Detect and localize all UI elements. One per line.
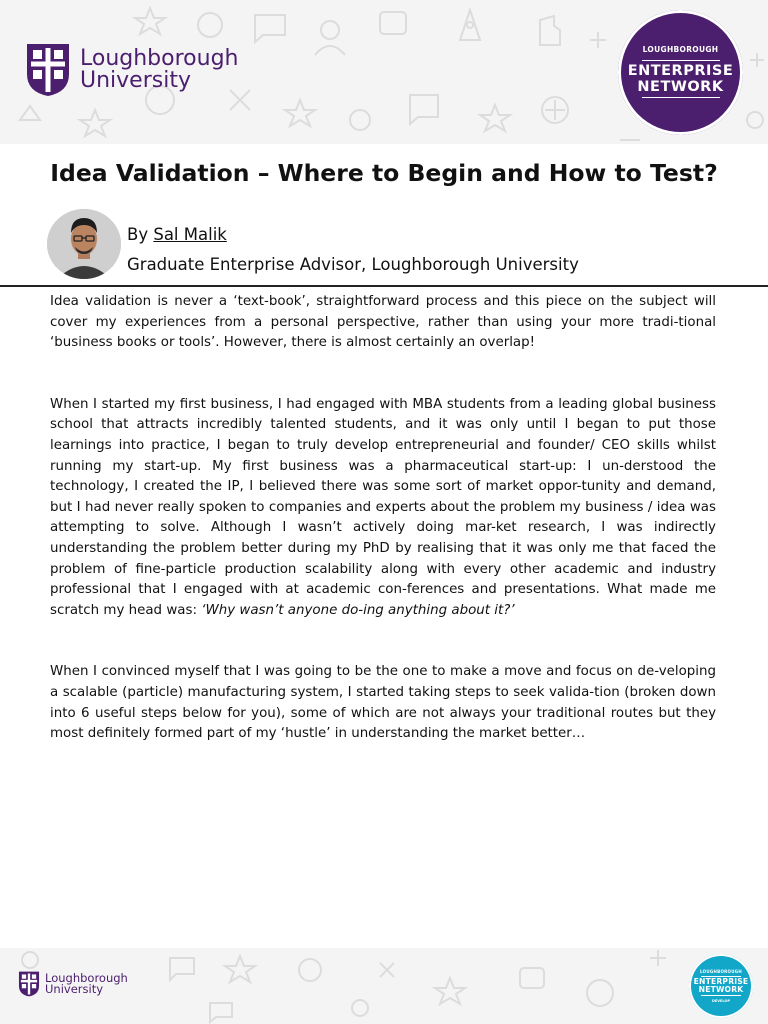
badge-line-2: NETWORK [637,79,724,95]
author-photo-icon [47,209,121,279]
logo-wordmark [80,48,238,92]
author-photo [47,209,121,279]
author-role: Graduate Enterprise Advisor, Loughborough University [127,255,579,274]
paragraph [50,395,716,622]
footer-university-logo[interactable] [18,970,128,998]
badge-small-text: LOUGHBOROUGH [642,44,719,54]
paragraph-quote: ‘Why wasn’t anyone do-ing anything about it?’ [201,602,515,618]
footer-logo-line-1: Loughborough [45,970,128,985]
logo-line-1: Loughborough [80,46,239,71]
article-body [50,292,716,786]
paragraph [50,662,716,744]
footer-enterprise-network-badge[interactable] [689,954,753,1018]
author-line [127,220,579,250]
badge-rule [642,60,720,61]
badge-rule-bottom [642,97,720,98]
university-logo[interactable] [25,42,238,98]
footer-logo-wordmark [45,970,128,996]
header-divider [0,285,768,287]
logo-line-2: University [80,68,191,93]
crest-icon [25,42,71,98]
paragraph [50,292,716,354]
paragraph-text: When I started my first business, I had engaged with MBA students from a leading global business school that attracts incredibly talented students, and it was only until I began to put those learnings into practice, I began to truly develop entrepreneurial and founder/ CEO skills whilst running my start-up. My first business was a pharmaceutical start-up: I un-derstood the technology, I created the IP, I believed there was some sort of market oppor-tunity and demand, but I had never really spoken to companies and experts about the problem my business / idea was attempting to solve. Although I wasn’t actively doing mar-ket research, I was indirectly understanding the problem better during my PhD by realising that it was only me that faced the problem of fine-particle production scalability along with every other academic and industry professional that I engaged with at academic con-ferences and presentations. What made me scratch my head was: [50,396,716,618]
author-prefix: By [127,225,149,244]
enterprise-network-badge[interactable] [618,10,743,135]
paragraph-text: Idea validation is never a ‘text-book’, straightforward process and this piece on the subject will cover my experiences from a personal perspective, rather than using your more tradi-tional ‘business books or tools’. However, there is almost certainly an overlap! [50,294,716,351]
footer-badge-line-1: ENTERPRISE [693,976,749,986]
footer-badge-small-text: LOUGHBOROUGH [699,968,743,974]
author-name-link[interactable]: Sal Malik [153,225,227,244]
paragraph-text: When I convinced myself that I was going to be the one to make a move and focus on de-veloping a scalable (particle) manufacturing system, I started taking steps to seek valida-tion (broken down into 6 useful steps below for you), some of which are not always your traditional routes but they most definitely formed part of my ‘hustle’ in understanding the market better… [50,664,716,742]
author-byline [127,220,579,280]
article-title: Idea Validation – Where to Begin and How to Test? [50,159,718,187]
footer-badge-tiny-text: DEVELOP [711,999,731,1004]
badge-line-1: ENTERPRISE [627,62,734,79]
footer-badge-line-2: NETWORK [698,985,744,994]
footer-badge-rule-bottom [701,995,741,996]
footer-logo-line-2: University [45,982,104,996]
footer-crest-icon [18,970,40,998]
